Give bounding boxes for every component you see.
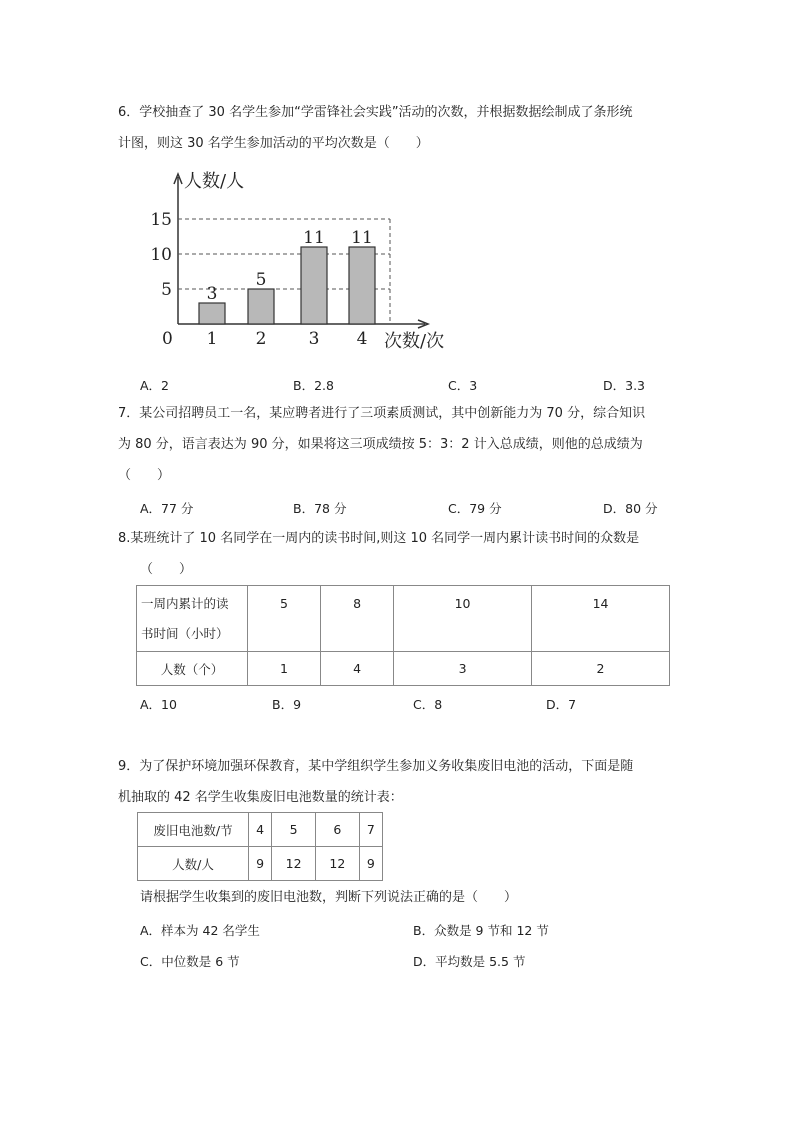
- x-tick-label: 2: [255, 329, 267, 349]
- origin-label: 0: [162, 329, 173, 349]
- table-row: [137, 586, 670, 652]
- x-tick-label: 3: [308, 329, 320, 349]
- q7-stem-line3: （ ）: [118, 468, 171, 483]
- q7-option-a[interactable]: A．77 分: [140, 501, 194, 516]
- q7-stem-line1: 7．某公司招聘员工一名，某应聘者进行了三项素质测试，其中创新能力为 70 分，综合知识: [118, 406, 646, 421]
- q7-option-d[interactable]: D．80 分: [603, 501, 658, 516]
- table-cell: 4: [249, 813, 272, 847]
- bar-chart: [140, 165, 460, 355]
- table-cell: 2: [532, 652, 670, 686]
- y-tick-label: 5: [161, 280, 172, 300]
- table-cell: 6: [315, 813, 359, 847]
- table-cell: 9: [249, 847, 272, 881]
- x-tick-label: 4: [356, 329, 368, 349]
- reading-time-header-line1: 一周内累计的读: [141, 595, 229, 611]
- q6-option-b[interactable]: B．2.8: [293, 378, 334, 393]
- q9-option-b[interactable]: B．众数是 9 节和 12 节: [413, 923, 549, 938]
- q9-question: 请根据学生收集到的废旧电池数，判断下列说法正确的是（ ）: [140, 890, 518, 905]
- table-cell: 7: [359, 813, 382, 847]
- bar-value-label: 3: [206, 284, 218, 304]
- bar-value-label: 11: [351, 228, 373, 248]
- table-row: [138, 847, 383, 881]
- q8-stem-line2: （ ）: [140, 562, 193, 577]
- y-axis-label: 人数/人: [184, 171, 245, 192]
- q9-option-a[interactable]: A．样本为 42 名学生: [140, 923, 260, 938]
- table-cell: 5: [272, 813, 316, 847]
- table-cell: 14: [532, 586, 670, 652]
- bar-value-label: 5: [255, 270, 267, 290]
- table-cell: 12: [315, 847, 359, 881]
- bar: [301, 247, 327, 324]
- x-axis-label: 次数/次: [384, 331, 445, 352]
- table-cell: 12: [272, 847, 316, 881]
- q6-option-d[interactable]: D．3.3: [603, 378, 646, 393]
- bar: [248, 289, 274, 324]
- q6-option-a[interactable]: A．2: [140, 378, 170, 393]
- bar: [349, 247, 375, 324]
- q7-stem-line2: 为 80 分，语言表达为 90 分，如果将这三项成绩按 5：3：2 计入总成绩，则他的总成绩为: [118, 437, 643, 452]
- q8-option-d[interactable]: D．7: [546, 697, 577, 712]
- q7-option-b[interactable]: B．78 分: [293, 501, 347, 516]
- q6-stem-line1: 6．学校抽查了 30 名学生参加“学雷锋社会实践”活动的次数，并根据数据绘制成了条形统: [118, 105, 633, 120]
- reading-time-header: [137, 586, 248, 652]
- q9-stem-line1: 9．为了保护环境加强环保教育，某中学组织学生参加义务收集废旧电池的活动，下面是随: [118, 759, 634, 774]
- x-tick-label: 1: [206, 329, 218, 349]
- q8-option-a[interactable]: A．10: [140, 697, 177, 712]
- table-row: [138, 813, 383, 847]
- table-cell: 1: [248, 652, 321, 686]
- q9-option-d[interactable]: D．平均数是 5.5 节: [413, 954, 526, 969]
- reading-time-header-line2: 书时间（小时）: [141, 625, 229, 641]
- battery-table: [137, 812, 383, 881]
- people-count-header: 人数（个）: [137, 652, 248, 686]
- battery-count-header: 废旧电池数/节: [138, 813, 249, 847]
- q8-option-b[interactable]: B．9: [272, 697, 302, 712]
- q7-option-c[interactable]: C．79 分: [448, 501, 502, 516]
- table-cell: 3: [394, 652, 532, 686]
- reading-time-table: [136, 585, 670, 686]
- bar: [199, 303, 225, 324]
- table-row: [137, 652, 670, 686]
- q9-option-c[interactable]: C．中位数是 6 节: [140, 954, 240, 969]
- people-header: 人数/人: [138, 847, 249, 881]
- q6-option-c[interactable]: C．3: [448, 378, 478, 393]
- q8-option-c[interactable]: C．8: [413, 697, 443, 712]
- table-cell: 10: [394, 586, 532, 652]
- q9-stem-line2: 机抽取的 42 名学生收集废旧电池数量的统计表：: [118, 790, 403, 805]
- table-cell: 9: [359, 847, 382, 881]
- table-cell: 4: [321, 652, 394, 686]
- bar-value-label: 11: [303, 228, 325, 248]
- q6-stem-line2: 计图，则这 30 名学生参加活动的平均次数是（ ）: [118, 136, 429, 151]
- table-cell: 5: [248, 586, 321, 652]
- q8-stem-line1: 8.某班统计了 10 名同学在一周内的读书时间,则这 10 名同学一周内累计读书时间的众数是: [118, 531, 640, 546]
- y-tick-label: 15: [150, 210, 172, 230]
- y-tick-label: 10: [150, 245, 172, 265]
- table-cell: 8: [321, 586, 394, 652]
